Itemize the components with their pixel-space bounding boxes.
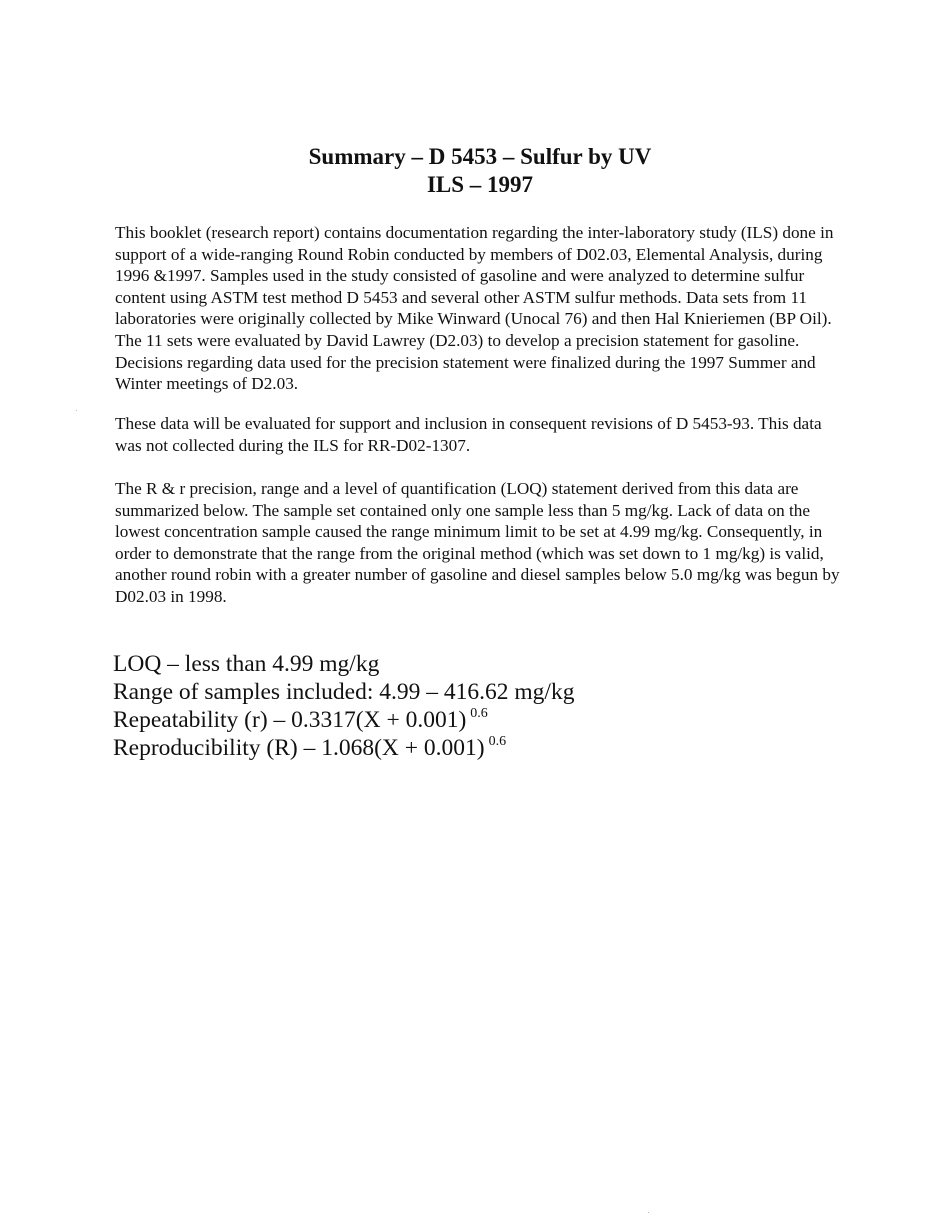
document-title xyxy=(0,143,950,199)
evaluation-paragraph: These data will be evaluated for support and inclusion in consequent revisions of D 5453-93. This data was not collected during the ILS for RR-D02-1307. xyxy=(115,414,822,455)
reproducibility-exponent: 0.6 xyxy=(488,734,507,749)
repeatability-line xyxy=(113,706,813,734)
title-line-1: Summary – D 5453 – Sulfur by UV xyxy=(308,144,652,169)
precision-paragraph: The R & r precision, range and a level of quantification (LOQ) statement derived from this data are summarized below. The sample set contained only one sample less than 5 mg/kg. Lack of data on the lowest concentration sample caused the range minimum limit to be set at 4.99 mg/kg. Consequently, in order to demonstrate that the range from the original method (which was set down to 1 mg/kg) is valid, another round robin with a greater number of gasoline and diesel samples below 5.0 mg/kg was begun by D02.03 in 1998. xyxy=(115,479,840,606)
repeatability-exponent: 0.6 xyxy=(470,706,488,721)
reproducibility-line xyxy=(113,734,813,762)
scan-speck xyxy=(648,1212,649,1213)
range-line: Range of samples included: 4.99 – 416.62 mg/kg xyxy=(113,679,575,705)
intro-paragraph: This booklet (research report) contains documentation regarding the inter-laboratory study (ILS) done in support of a wide-ranging Round Robin conducted by members of D02.03, Elemental Analysis, during 1996 &1997. Samples used in the study consisted of gasoline and were analyzed to determine sulfur content using ASTM test method D 5453 and several other ASTM sulfur methods. Data sets from 11 laboratories were originally collected by Mike Winward (Unocal 76) and then Hal Knieriemen (BP Oil). The 11 sets were evaluated by David Lawrey (D2.03) to develop a precision statement for gasoline. Decisions regarding data used for the precision statement were finalized during the 1997 Summer and Winter meetings of D2.03. xyxy=(115,223,834,394)
scan-speck xyxy=(76,410,77,411)
reproducibility-formula: Reproducibility (R) – 1.068(X + 0.001) xyxy=(113,735,485,761)
repeatability-formula: Repeatability (r) – 0.3317(X + 0.001) xyxy=(113,707,467,733)
title-line-2: ILS – 1997 xyxy=(426,172,534,197)
loq-line: LOQ – less than 4.99 mg/kg xyxy=(113,651,380,677)
precision-summary xyxy=(113,650,813,762)
